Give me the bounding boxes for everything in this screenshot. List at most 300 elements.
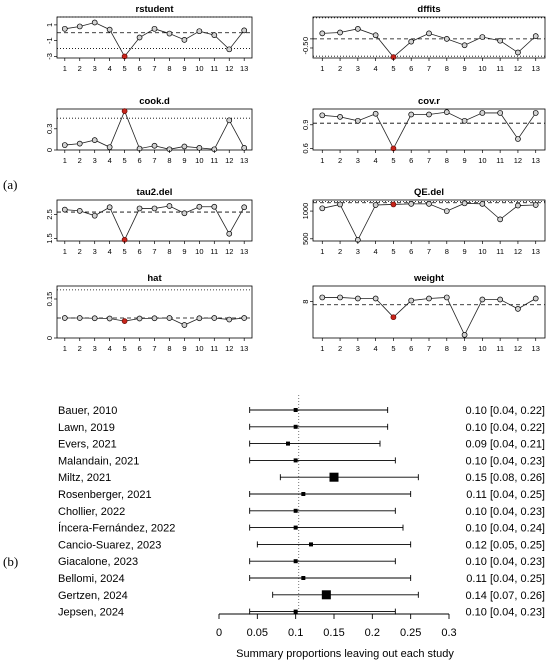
dffits-xtick-label-12: 12 (513, 64, 523, 73)
qe-del-ytick-label-1000: 1000 (301, 202, 310, 220)
weight-title: weight (413, 273, 445, 284)
dffits-xtick-label-11: 11 (496, 64, 505, 73)
forest-row-lawn-2019 (58, 422, 545, 434)
cook-d-xtick-label-12: 12 (225, 156, 234, 165)
cov-r-point-10 (480, 110, 485, 115)
rstudent-xtick-label-10: 10 (195, 64, 204, 73)
weight-point-6 (409, 298, 414, 303)
forest-estimate-label: 0.11 [0.04, 0.25] (466, 573, 545, 585)
tau2-del-xtick-label-13: 13 (240, 247, 249, 256)
forest-row-rosenberger-2021 (58, 489, 545, 501)
forest-estimate-marker (294, 610, 298, 614)
rstudent-xtick-label-11: 11 (210, 64, 219, 73)
hat-xtick-label-4: 4 (107, 344, 112, 353)
cook-d-title: cook.d (139, 96, 170, 107)
weight-xtick-label-3: 3 (355, 344, 360, 353)
weight-ytick-label-8: 8 (301, 299, 310, 304)
forest-study-label: Evers, 2021 (58, 438, 117, 451)
cov-r-point-7 (427, 112, 432, 117)
dffits-point-8 (444, 36, 449, 41)
dffits-point-1 (320, 31, 325, 36)
forest-x-axis-title: Summary proportions leaving out each study (236, 648, 454, 660)
cov-r-xtick-label-2: 2 (337, 156, 343, 165)
weight-series-line (322, 297, 535, 334)
rstudent-xtick-label-2: 2 (77, 64, 82, 73)
hat-xtick-label-3: 3 (92, 344, 97, 353)
hat-point-11 (212, 315, 217, 320)
qe-del-xtick-label-1: 1 (320, 247, 325, 256)
tau2-del-xtick-label-8: 8 (167, 247, 172, 256)
dffits-point-3 (355, 26, 360, 31)
weight-point-7 (427, 296, 432, 301)
qe-del-point-2 (338, 202, 343, 207)
weight-point-8 (444, 295, 449, 300)
tau2-del-ytick-label-1.5: 1.5 (45, 233, 54, 244)
forest-study-label: Rosenberger, 2021 (58, 489, 152, 501)
forest-estimate-marker (294, 458, 298, 462)
forest-estimate-label: 0.14 [0.07, 0.26] (465, 589, 545, 602)
cov-r-xtick-label-9: 9 (462, 156, 467, 165)
dffits-xtick-label-4: 4 (373, 64, 378, 73)
forest-estimate-label: 0.10 [0.04, 0.23] (465, 505, 545, 518)
cook-d-xtick-label-2: 2 (77, 156, 82, 165)
forest-row-gertzen-2024 (58, 590, 545, 602)
weight-xtick-label-6: 6 (409, 344, 414, 353)
hat-point-13 (242, 315, 247, 320)
forest-plot (58, 395, 545, 660)
rstudent-point-4 (107, 27, 112, 32)
weight-point-13 (533, 296, 538, 301)
qe-del-xtick-label-7: 7 (426, 247, 432, 256)
cov-r-xtick-label-6: 6 (409, 156, 414, 165)
cook-d-xtick-label-13: 13 (240, 156, 249, 165)
weight-point-12 (515, 306, 520, 311)
tau2-del-xtick-label-10: 10 (195, 247, 204, 256)
cook-d-xtick-label-11: 11 (210, 156, 219, 165)
cook-d-point-7 (152, 143, 157, 148)
cook-d-ytick-label-0.3: 0.3 (45, 123, 54, 135)
forest-xtick-label-1: 0.05 (246, 627, 269, 639)
qe-del-xtick-label-4: 4 (373, 247, 378, 256)
forest-estimate-label: 0.10 [0.04, 0.23] (465, 455, 545, 468)
forest-study-label: Jepsen, 2024 (58, 606, 125, 619)
forest-estimate-label: 0.10 [0.04, 0.22] (465, 421, 545, 434)
panel-rstudent (45, 4, 252, 73)
cov-r-xtick-label-4: 4 (373, 156, 378, 165)
weight-point-9 (462, 332, 467, 337)
panel-tau2-del (45, 187, 252, 256)
weight-point-10 (480, 297, 485, 302)
qe-del-xtick-label-13: 13 (531, 247, 540, 256)
rstudent-xtick-label-8: 8 (167, 64, 172, 73)
tau2-del-point-2 (77, 208, 82, 213)
weight-xtick-label-8: 8 (444, 344, 449, 353)
rstudent-ytick-label--1: -1 (45, 37, 54, 44)
panel-dffits (301, 4, 545, 73)
forest-study-label: Malandain, 2021 (58, 455, 140, 468)
panel-cook-d (45, 96, 252, 165)
cov-r-xtick-label-13: 13 (531, 156, 540, 165)
qe-del-xtick-label-11: 11 (496, 247, 505, 256)
qe-del-xtick-label-3: 3 (355, 247, 360, 256)
hat-xtick-label-13: 13 (240, 344, 249, 353)
rstudent-point-9 (182, 37, 187, 42)
tau2-del-xtick-label-6: 6 (137, 247, 142, 256)
weight-point-11 (498, 297, 503, 302)
cook-d-point-13 (242, 145, 247, 150)
hat-point-2 (77, 315, 82, 320)
cook-d-xtick-label-8: 8 (167, 156, 172, 165)
cov-r-point-8 (444, 110, 449, 115)
tau2-del-point-4 (107, 205, 112, 210)
dffits-xtick-label-3: 3 (355, 64, 360, 73)
weight-xtick-label-9: 9 (462, 344, 467, 353)
cook-d-xtick-label-10: 10 (195, 156, 204, 165)
cov-r-point-3 (355, 118, 360, 123)
weight-point-5 (391, 315, 396, 320)
dffits-title: dffits (417, 4, 441, 15)
cook-d-xtick-label-1: 1 (62, 156, 67, 165)
hat-xtick-label-9: 9 (182, 344, 187, 353)
influence-diagnostics (45, 4, 545, 353)
hat-xtick-label-5: 5 (122, 344, 127, 353)
dffits-point-2 (338, 30, 343, 35)
hat-xtick-label-6: 6 (137, 344, 142, 353)
tau2-del-ytick-label-2.5: 2.5 (45, 209, 54, 220)
forest-xtick-label-5: 0.25 (399, 627, 422, 639)
cov-r-point-13 (533, 110, 538, 115)
tau2-del-xtick-label-9: 9 (182, 247, 187, 256)
hat-xtick-label-1: 1 (62, 344, 67, 353)
dffits-ytick-label--0.5: -0.5 (301, 41, 310, 55)
forest-xtick-label-6: 0.3 (441, 627, 457, 639)
cov-r-point-2 (338, 114, 343, 119)
dffits-xtick-label-7: 7 (426, 64, 432, 73)
qe-del-xtick-label-10: 10 (478, 247, 487, 256)
tau2-del-xtick-label-4: 4 (107, 247, 112, 256)
cook-d-point-10 (197, 145, 202, 150)
qe-del-point-12 (515, 203, 520, 208)
hat-frame (57, 286, 252, 338)
dffits-point-7 (427, 31, 432, 36)
cook-d-point-5 (122, 109, 127, 114)
rstudent-xtick-label-9: 9 (182, 64, 187, 73)
forest-row-giacalone-2023 (58, 556, 545, 568)
tau2-del-point-8 (167, 204, 172, 209)
qe-del-point-10 (480, 201, 485, 206)
panel-label-b: (b) (3, 554, 19, 569)
forest-study-label: Gertzen, 2024 (58, 589, 128, 602)
forest-estimate-marker (286, 442, 290, 446)
dffits-xtick-label-2: 2 (337, 64, 343, 73)
forest-estimate-label: 0.10 [0.04, 0.23] (465, 556, 545, 569)
dffits-point-11 (498, 38, 503, 43)
cook-d-point-2 (77, 141, 82, 146)
forest-xtick-label-3: 0.15 (323, 627, 345, 639)
forest-estimate-label: 0.09 [0.04, 0.21] (465, 438, 545, 451)
cov-r-xtick-label-11: 11 (496, 156, 505, 165)
qe-del-xtick-label-12: 12 (513, 247, 523, 256)
qe-del-series-line (322, 203, 535, 240)
rstudent-point-8 (167, 31, 172, 36)
rstudent-title: rstudent (135, 4, 174, 15)
tau2-del-xtick-label-1: 1 (62, 247, 67, 256)
forest-estimate-marker (294, 509, 298, 513)
weight-xtick-label-11: 11 (496, 344, 505, 353)
tau2-del-xtick-label-12: 12 (225, 247, 234, 256)
forest-xtick-label-4: 0.2 (364, 627, 380, 639)
rstudent-xtick-label-12: 12 (225, 64, 234, 73)
qe-del-point-4 (373, 202, 378, 207)
hat-point-4 (107, 316, 112, 321)
weight-xtick-label-2: 2 (337, 344, 343, 353)
forest-estimate-label: 0.12 [0.05, 0.25] (465, 539, 545, 552)
rstudent-xtick-label-3: 3 (92, 64, 97, 73)
weight-xtick-label-12: 12 (513, 344, 523, 353)
hat-xtick-label-7: 7 (152, 344, 157, 353)
forest-row-evers-2021 (58, 439, 545, 451)
cov-r-point-9 (462, 118, 467, 123)
qe-del-xtick-label-8: 8 (444, 247, 449, 256)
qe-del-xtick-label-9: 9 (462, 247, 467, 256)
hat-point-1 (62, 315, 67, 320)
weight-xtick-label-7: 7 (426, 344, 432, 353)
weight-xtick-label-1: 1 (320, 344, 325, 353)
cook-d-point-3 (92, 138, 97, 143)
cov-r-ytick-label-0.6: 0.6 (301, 143, 310, 154)
dffits-xtick-label-6: 6 (409, 64, 414, 73)
cov-r-series-line (322, 112, 535, 148)
forest-row-bellomi-2024 (58, 573, 545, 585)
forest-row-bauer-2010 (58, 405, 545, 417)
hat-point-10 (197, 316, 202, 321)
rstudent-point-10 (197, 29, 202, 34)
forest-study-label: Bellomi, 2024 (58, 573, 125, 585)
tau2-del-point-11 (212, 204, 217, 209)
cov-r-xtick-label-12: 12 (513, 156, 523, 165)
dffits-point-12 (515, 50, 520, 55)
dffits-point-13 (533, 34, 538, 39)
qe-del-point-13 (533, 202, 538, 207)
qe-del-point-9 (462, 201, 467, 206)
cov-r-point-6 (409, 112, 414, 117)
qe-del-point-7 (427, 201, 432, 206)
forest-study-label: Bauer, 2010 (58, 405, 118, 417)
rstudent-xtick-label-13: 13 (240, 64, 249, 73)
cov-r-title: cov.r (417, 96, 441, 107)
hat-xtick-label-11: 11 (210, 344, 219, 353)
rstudent-xtick-label-4: 4 (107, 64, 112, 73)
rstudent-xtick-label-5: 5 (122, 64, 127, 73)
qe-del-point-1 (320, 206, 325, 211)
forest-study-label: Cancio-Suarez, 2023 (58, 539, 162, 552)
panel-qe-del (301, 187, 545, 256)
forest-estimate-marker (322, 590, 331, 599)
rstudent-point-7 (152, 26, 157, 31)
cook-d-xtick-label-6: 6 (137, 156, 142, 165)
forest-estimate-marker (309, 542, 313, 546)
panel-cov-r (301, 96, 545, 165)
cook-d-xtick-label-9: 9 (182, 156, 187, 165)
tau2-del-point-3 (92, 213, 97, 218)
weight-point-2 (338, 295, 343, 300)
weight-xtick-label-10: 10 (478, 344, 487, 353)
forest-study-label: Chollier, 2022 (58, 505, 126, 518)
forest-estimate-marker (301, 492, 305, 496)
cov-r-xtick-label-3: 3 (355, 156, 360, 165)
qe-del-point-8 (444, 209, 449, 214)
cov-r-xtick-label-1: 1 (320, 156, 325, 165)
panel-hat (45, 273, 252, 353)
dffits-xtick-label-1: 1 (320, 64, 325, 73)
cook-d-xtick-label-4: 4 (107, 156, 112, 165)
cook-d-point-4 (107, 145, 112, 150)
dffits-xtick-label-13: 13 (531, 64, 540, 73)
qe-del-point-6 (409, 201, 414, 206)
forest-estimate-label: 0.10 [0.04, 0.22] (465, 405, 545, 417)
forest-estimate-marker (301, 576, 305, 580)
tau2-del-xtick-label-5: 5 (122, 247, 127, 256)
rstudent-xtick-label-6: 6 (137, 64, 142, 73)
forest-estimate-marker (294, 526, 298, 530)
hat-xtick-label-12: 12 (225, 344, 234, 353)
forest-estimate-label: 0.11 [0.04, 0.25] (466, 489, 545, 501)
hat-xtick-label-8: 8 (167, 344, 172, 353)
forest-estimate-marker (294, 408, 298, 412)
tau2-del-title: tau2.del (136, 187, 173, 198)
rstudent-frame (57, 17, 252, 58)
tau2-del-point-6 (137, 206, 142, 211)
rstudent-point-6 (137, 35, 142, 40)
forest-row-jepsen-2024 (58, 607, 545, 619)
cov-r-xtick-label-7: 7 (426, 156, 432, 165)
tau2-del-point-12 (227, 231, 232, 236)
cov-r-xtick-label-10: 10 (478, 156, 487, 165)
tau2-del-point-9 (182, 211, 187, 216)
hat-point-9 (182, 323, 187, 328)
dffits-xtick-label-5: 5 (391, 64, 396, 73)
dffits-ytick-label-0: 0 (301, 36, 310, 41)
forest-estimate-label: 0.15 [0.08, 0.26] (465, 472, 545, 485)
cov-r-point-4 (373, 111, 378, 116)
cook-d-point-12 (227, 118, 232, 123)
qe-del-ytick-label-500: 500 (301, 232, 310, 246)
forest-row-miltz-2021 (58, 472, 545, 484)
cook-d-point-1 (62, 143, 67, 148)
weight-frame (313, 286, 545, 338)
hat-point-6 (137, 316, 142, 321)
forest-estimate-label: 0.10 [0.04, 0.23] (465, 606, 545, 619)
forest-estimate-marker (330, 473, 339, 482)
hat-xtick-label-2: 2 (77, 344, 82, 353)
qe-del-title: QE.del (413, 187, 445, 198)
cook-d-ytick-label-0: 0 (45, 147, 54, 153)
qe-del-xtick-label-2: 2 (337, 247, 343, 256)
hat-point-3 (92, 316, 97, 321)
hat-point-7 (152, 316, 157, 321)
cov-r-point-12 (515, 136, 520, 141)
rstudent-point-1 (62, 26, 67, 31)
cook-d-xtick-label-3: 3 (92, 156, 97, 165)
dffits-xtick-label-9: 9 (462, 64, 467, 73)
dffits-frame (313, 17, 545, 58)
cov-r-point-1 (320, 113, 325, 118)
cook-d-xtick-label-7: 7 (152, 156, 157, 165)
rstudent-point-3 (92, 20, 97, 25)
weight-point-4 (373, 296, 378, 301)
dffits-xtick-label-8: 8 (444, 64, 449, 73)
hat-point-5 (122, 319, 127, 324)
cov-r-point-11 (498, 110, 503, 115)
weight-xtick-label-5: 5 (391, 344, 396, 353)
qe-del-xtick-label-6: 6 (409, 247, 414, 256)
dffits-point-6 (409, 39, 414, 44)
panel-label-a: (a) (3, 177, 18, 192)
rstudent-xtick-label-7: 7 (152, 64, 157, 73)
forest-study-label: Miltz, 2021 (58, 472, 112, 485)
forest-row-malandain-2021 (58, 455, 545, 467)
dffits-point-4 (373, 33, 378, 38)
hat-xtick-label-10: 10 (195, 344, 204, 353)
rstudent-point-2 (77, 24, 82, 29)
qe-del-xtick-label-5: 5 (391, 247, 396, 256)
panel-weight (301, 273, 545, 353)
cook-d-point-9 (182, 144, 187, 149)
hat-ytick-label-0: 0 (45, 335, 54, 341)
tau2-del-point-10 (197, 204, 202, 209)
rstudent-xtick-label-1: 1 (62, 64, 67, 73)
forest-study-label: Giacalone, 2023 (58, 556, 139, 569)
rstudent-point-13 (242, 28, 247, 33)
forest-row-chollier-2022 (58, 506, 545, 518)
dffits-point-9 (462, 43, 467, 48)
tau2-del-point-13 (242, 205, 247, 210)
tau2-del-xtick-label-7: 7 (152, 247, 157, 256)
cov-r-ytick-label-0.9: 0.9 (301, 119, 310, 130)
tau2-del-xtick-label-3: 3 (92, 247, 97, 256)
weight-xtick-label-13: 13 (531, 344, 540, 353)
hat-point-8 (167, 315, 172, 320)
forest-xtick-label-0: 0 (215, 627, 223, 639)
rstudent-ytick-label--3: -3 (45, 53, 54, 60)
dffits-point-10 (480, 35, 485, 40)
forest-study-label: Íncera-Fernández, 2022 (58, 522, 176, 535)
qe-del-point-11 (498, 217, 503, 222)
rstudent-point-12 (227, 47, 232, 52)
weight-xtick-label-4: 4 (373, 344, 378, 353)
qe-del-point-5 (391, 202, 396, 207)
forest-estimate-marker (294, 425, 298, 429)
cook-d-xtick-label-5: 5 (122, 156, 127, 165)
dffits-xtick-label-10: 10 (478, 64, 487, 73)
tau2-del-xtick-label-2: 2 (77, 247, 82, 256)
weight-point-1 (320, 295, 325, 300)
hat-ytick-label-0.15: 0.15 (45, 291, 54, 307)
forest-xtick-label-2: 0.1 (288, 627, 304, 639)
tau2-del-point-1 (62, 207, 67, 212)
forest-row-ncera-fern-ndez-2022 (58, 522, 545, 535)
forest-study-label: Lawn, 2019 (58, 421, 115, 434)
hat-point-12 (227, 317, 232, 322)
forest-row-cancio-suarez-2023 (58, 539, 545, 551)
hat-title: hat (147, 273, 162, 284)
cov-r-xtick-label-5: 5 (391, 156, 396, 165)
tau2-del-point-7 (152, 206, 157, 211)
weight-point-3 (355, 296, 360, 301)
tau2-del-xtick-label-11: 11 (210, 247, 219, 256)
forest-estimate-marker (294, 559, 298, 563)
rstudent-ytick-label-1: 1 (45, 22, 54, 27)
